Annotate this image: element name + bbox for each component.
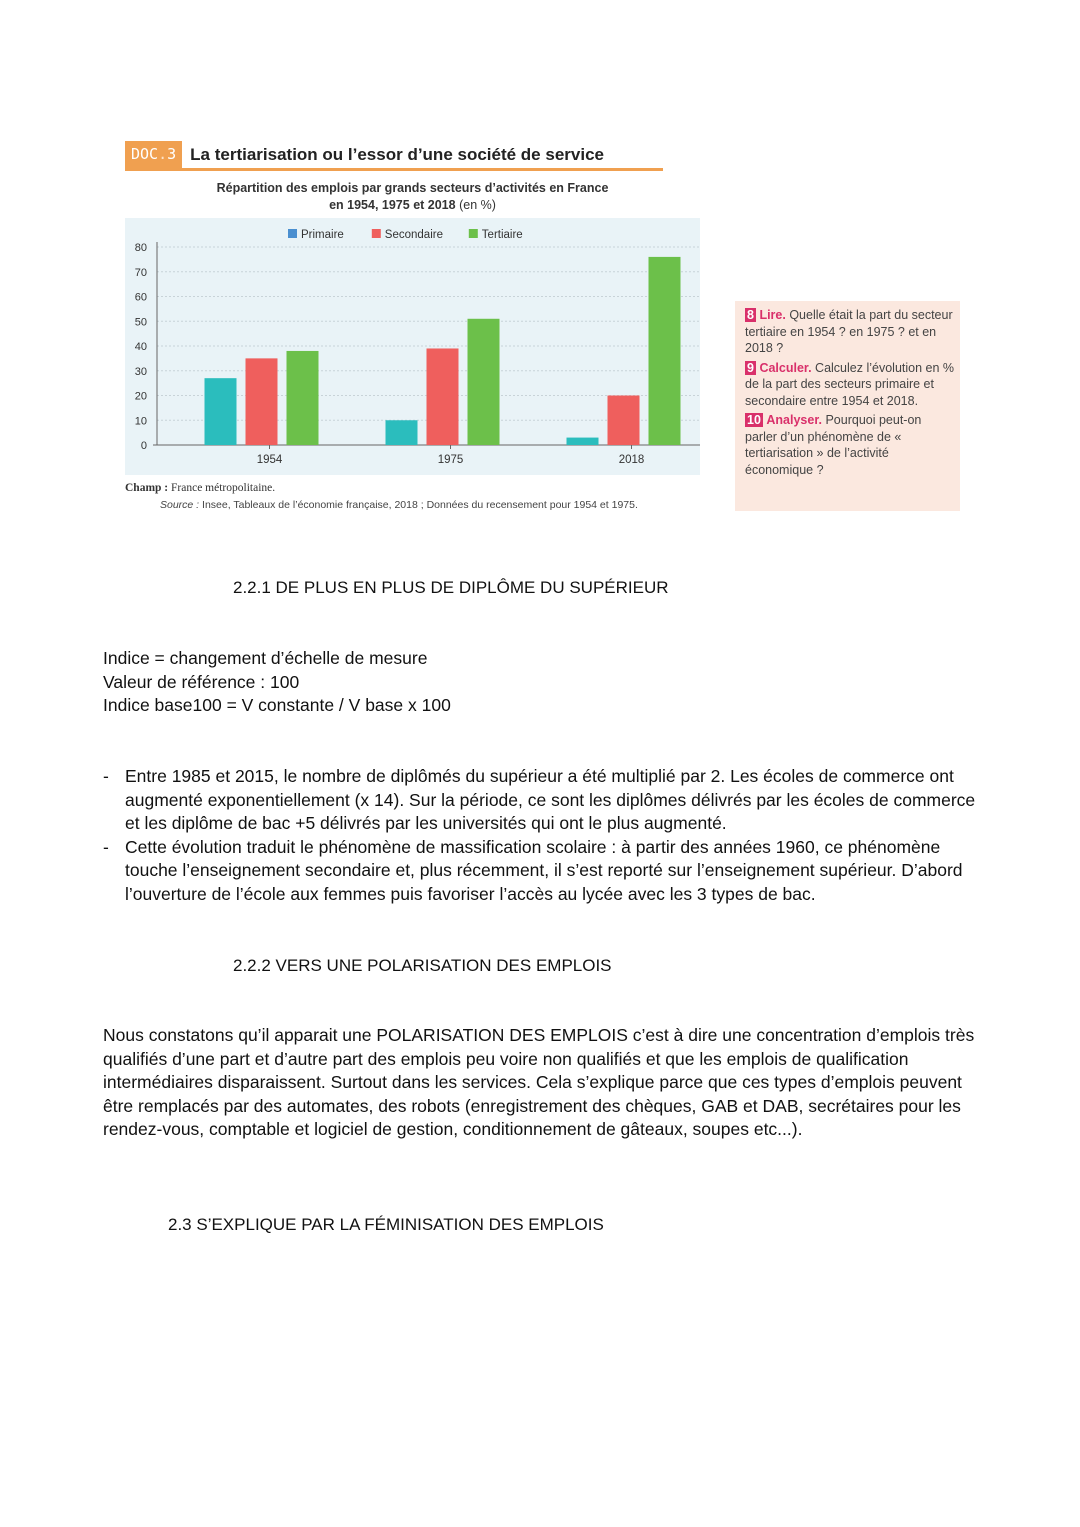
champ-label: Champ : <box>125 482 169 494</box>
legend-swatch <box>372 229 381 238</box>
heading-2-2-1: 2.2.1 DE PLUS EN PLUS DE DIPLÔME DU SUPÉRIEUR <box>233 578 669 597</box>
legend-label: Primaire <box>301 229 344 241</box>
x-tick-label: 1975 <box>437 454 464 466</box>
y-tick-label: 0 <box>140 440 147 452</box>
x-tick-label: 1954 <box>256 454 283 466</box>
legend-swatch <box>288 229 297 238</box>
question-verb: Lire. <box>759 308 786 322</box>
question-10 <box>745 412 955 478</box>
bullet-list <box>103 765 983 906</box>
bar-primaire-1975 <box>386 420 418 445</box>
heading-2-3: 2.3 S’EXPLIQUE PAR LA FÉMINISATION DES EMPLOIS <box>168 1215 604 1234</box>
y-tick-label: 30 <box>134 365 147 378</box>
bar-tertiaire-2018 <box>649 257 681 445</box>
y-tick-label: 80 <box>134 242 147 254</box>
source-note <box>160 499 638 511</box>
champ-note <box>125 482 275 494</box>
y-tick-label: 60 <box>134 291 147 304</box>
bar-primaire-2018 <box>567 438 599 445</box>
doc-badge-number: 3 <box>167 145 177 163</box>
y-tick-label: 50 <box>134 316 147 329</box>
y-tick-label: 70 <box>134 266 147 279</box>
bar-secondaire-1954 <box>246 358 278 445</box>
chart-subtitle: en 1954, 1975 et 2018 <box>329 198 456 212</box>
question-8 <box>745 307 955 357</box>
chart-svg <box>125 218 700 475</box>
doc-badge-label: DOC <box>131 145 159 163</box>
y-tick-label: 20 <box>134 390 147 403</box>
x-tick-label: 2018 <box>618 454 645 466</box>
question-text: Calculez l’évolution en % de la part des secteurs primaire et secondaire entre 1954 et 2018. <box>745 360 955 408</box>
legend-label: Secondaire <box>384 229 443 241</box>
doc-badge: DOC.3 <box>125 141 182 168</box>
bar-secondaire-1975 <box>427 348 459 445</box>
y-tick-label: 10 <box>134 415 147 428</box>
definition-line: Indice base100 = V constante / V base x 100 <box>103 695 451 715</box>
definitions <box>103 647 451 718</box>
source-value: Insee, Tableaux de l’économie française, 2018 ; Données du recensement pour 1954 et 1975. <box>202 499 638 511</box>
bar-primaire-1954 <box>205 378 237 445</box>
champ-value: France métropolitaine. <box>171 482 276 494</box>
bar-tertiaire-1954 <box>287 351 319 445</box>
question-number: 8 <box>747 308 754 322</box>
bar-tertiaire-1975 <box>468 319 500 445</box>
question-number: 10 <box>747 413 761 427</box>
definition-line: Valeur de référence : 100 <box>103 671 300 692</box>
heading-2-2-2: 2.2.2 VERS UNE POLARISATION DES EMPLOIS <box>233 956 612 975</box>
chart-unit: (en %) <box>459 198 496 212</box>
question-verb: Analyser. <box>766 413 822 427</box>
bullet-item: - Cette évolution traduit le phénomène de massification scolaire : à partir des années 1960, ce phénomène touche l’enseignement secondaire et, plus récemment, il s’est reporté sur l’enseignement supérieur. D’abord l’ouverture de l’école aux femmes puis favoriser l’accès au lycée avec les 3 types de bac. <box>103 836 983 907</box>
source-label: Source : <box>160 499 200 511</box>
question-text: Quelle était la part du secteur tertiaire en 1954 ? en 1975 ? et en 2018 ? <box>745 308 953 355</box>
y-tick-label: 40 <box>134 341 147 353</box>
legend-label: Tertiaire <box>481 229 523 241</box>
question-text: Pourquoi peut-on parler d’un phénomène de « tertiarisation » de l’activité économique ? <box>745 413 922 477</box>
polarisation-paragraph: Nous constatons qu’il apparait une POLARISATION DES EMPLOIS c’est à dire une concentration d’emplois très qualifiés d’une part et d’autre part des emplois peu voire non qualifiés et que les emplois de qualification intermédiaires disparaissent. Surtout dans les services. Cela s’explique parce que ces types d’emplois peuvent être remplacés par des automates, des robots (enregistrement des chèques, GAB et DAB, secrétaires pour les rendez-vous, comptable et logiciel de gestion, conditionnement de gâteaux, soupes etc...). <box>103 1025 975 1139</box>
questions-box <box>735 301 960 511</box>
question-verb: Calculer. <box>759 360 812 375</box>
doc-header <box>125 141 663 171</box>
chart-title: Répartition des emplois par grands secteurs d’activités en France <box>216 181 609 195</box>
question-9 <box>745 360 955 410</box>
question-number: 9 <box>747 360 754 375</box>
bullet-item: - Entre 1985 et 2015, le nombre de diplômés du supérieur a été multiplié par 2. Les écoles de commerce ont augmenté exponentiellement (x 14). Sur la période, ce sont les diplômes délivrés par les écoles de commerce et les diplôme de bac +5 délivrés par les universités qui ont le plus augmenté. <box>103 765 983 836</box>
bar-secondaire-2018 <box>608 396 640 446</box>
definition-line: Indice = changement d’échelle de mesure <box>103 648 428 668</box>
chart-title-block <box>125 180 700 214</box>
bar-chart <box>125 218 700 475</box>
doc-title: La tertiarisation ou l’essor d’une société de service <box>190 144 604 164</box>
legend-swatch <box>469 229 478 238</box>
